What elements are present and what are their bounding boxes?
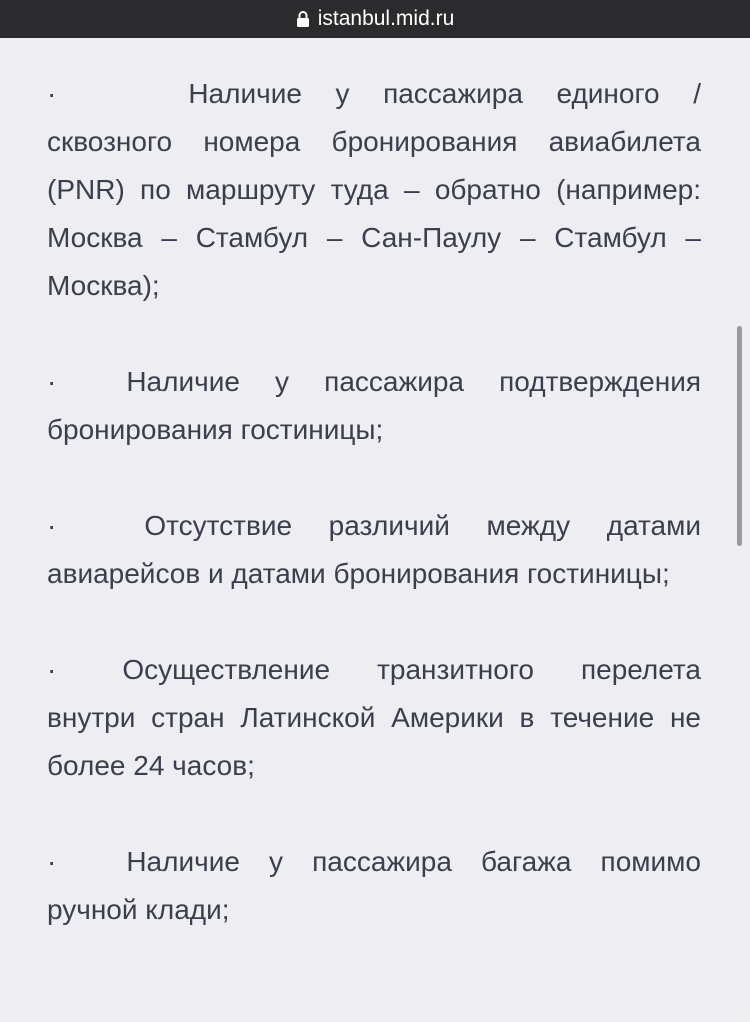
list-item [47, 838, 701, 934]
list-item [47, 70, 701, 310]
browser-address-bar[interactable] [0, 0, 750, 38]
bullet: · [47, 366, 57, 397]
list-item-text: Наличие у пассажира подтверждения бронирования гостиницы; [47, 366, 701, 445]
scrollbar[interactable] [737, 326, 742, 546]
address-bar-content [296, 7, 455, 31]
list-item-text: Наличие у пассажира багажа помимо ручной клади; [47, 846, 701, 925]
bullet: · [47, 510, 57, 541]
list-item [47, 502, 701, 598]
bullet: · [47, 846, 57, 877]
list-item-text: Наличие у пассажира единого / сквозного номера бронирования авиабилета (PNR) по маршруту туда – обратно (например: Москва – Стамбул – Сан-Паулу – Стамбул – Москва); [47, 78, 701, 301]
bullet: · [47, 654, 57, 685]
article-content [47, 70, 701, 982]
lock-icon [296, 10, 310, 28]
list-item [47, 646, 701, 790]
list-item-text: Осуществление транзитного перелета внутри стран Латинской Америки в течение не более 24 часов; [47, 654, 701, 781]
address-url: istanbul.mid.ru [317, 7, 455, 30]
list-item-text: Отсутствие различий между датами авиарейсов и датами бронирования гостиницы; [47, 510, 701, 589]
list-item [47, 358, 701, 454]
bullet: · [47, 78, 57, 109]
